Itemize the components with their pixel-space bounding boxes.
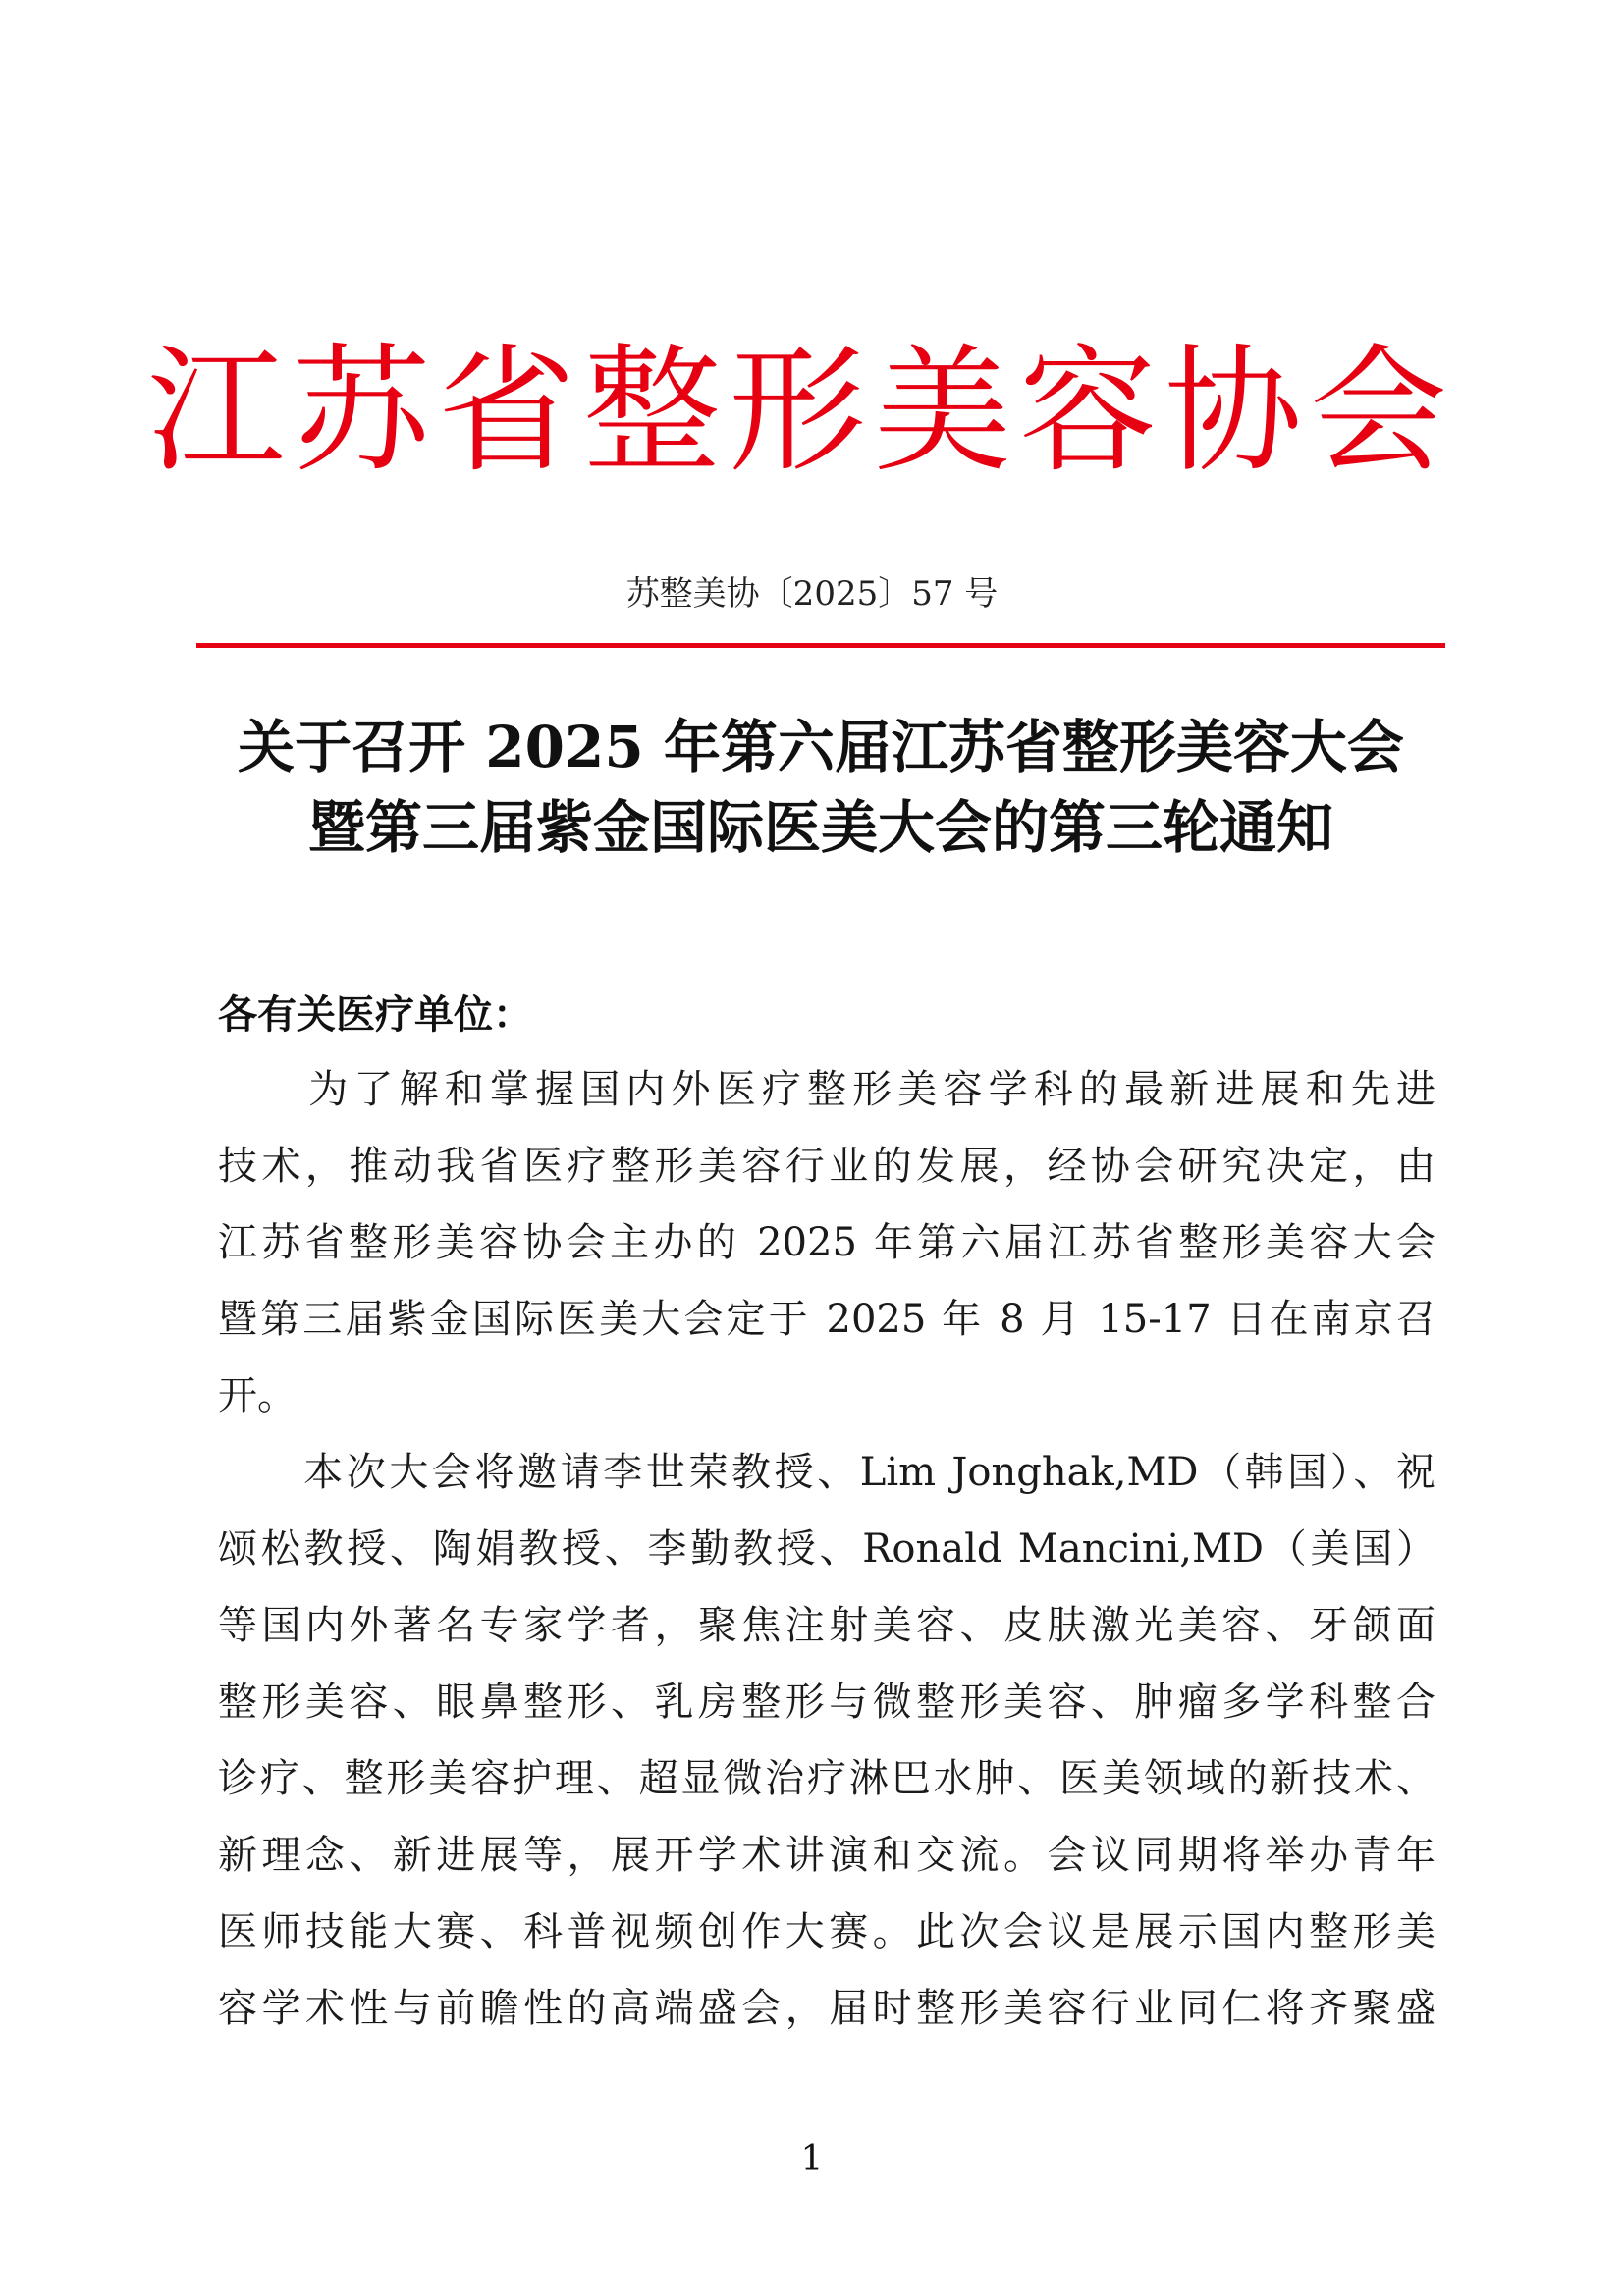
red-divider: [196, 643, 1445, 648]
paragraph-2-line-4: 整形美容、眼鼻整形、乳房整形与微整形美容、肿瘤多学科整合: [218, 1680, 1435, 1725]
paragraph-2-line-3: 等国内外著名专家学者，聚焦注射美容、皮肤激光美容、牙颌面: [218, 1603, 1435, 1648]
paragraph-1-line-3: 江苏省整形美容协会主办的 2025 年第六届江苏省整形美容大会: [218, 1220, 1435, 1265]
notice-title: [196, 707, 1445, 868]
paragraph-2-line-2: 颂松教授、陶娟教授、李勤教授、Ronald Mancini,MD（美国）: [218, 1526, 1435, 1572]
paragraph-2-line-1: 本次大会将邀请李世荣教授、Lim Jonghak,MD（韩国）、祝: [218, 1450, 1435, 1495]
page-number: 1: [800, 2139, 824, 2179]
paragraph-1-line-5: 开。: [218, 1373, 297, 1418]
title-line-1: 关于召开 2025 年第六届江苏省整形美容大会: [238, 714, 1404, 780]
paragraph-2-line-8: 容学术性与前瞻性的高端盛会，届时整形美容行业同仁将齐聚盛: [218, 1986, 1435, 2031]
document-number: 苏整美协〔2025〕57 号: [625, 574, 999, 614]
paragraph-2-line-5: 诊疗、整形美容护理、超显微治疗淋巴水肿、医美领域的新技术、: [218, 1756, 1435, 1801]
paragraph-2-line-7: 医师技能大赛、科普视频创作大赛。此次会议是展示国内整形美: [218, 1909, 1435, 1954]
paragraph-2-line-6: 新理念、新进展等，展开学术讲演和交流。会议同期将举办青年: [218, 1833, 1435, 1878]
paragraph-1-line-1: 为了解和掌握国内外医疗整形美容学科的最新进展和先进: [218, 1067, 1435, 1112]
paragraph-1-line-4: 暨第三届紫金国际医美大会定于 2025 年 8 月 15-17 日在南京召: [218, 1297, 1435, 1342]
paragraph-1-line-2: 技术，推动我省医疗整形美容行业的发展，经协会研究决定，由: [218, 1144, 1435, 1189]
masthead-title: 江苏省整形美容协会: [147, 332, 1456, 492]
salutation: 各有关医疗单位：: [218, 991, 532, 1038]
title-line-2: 暨第三届紫金国际医美大会的第三轮通知: [307, 794, 1333, 861]
